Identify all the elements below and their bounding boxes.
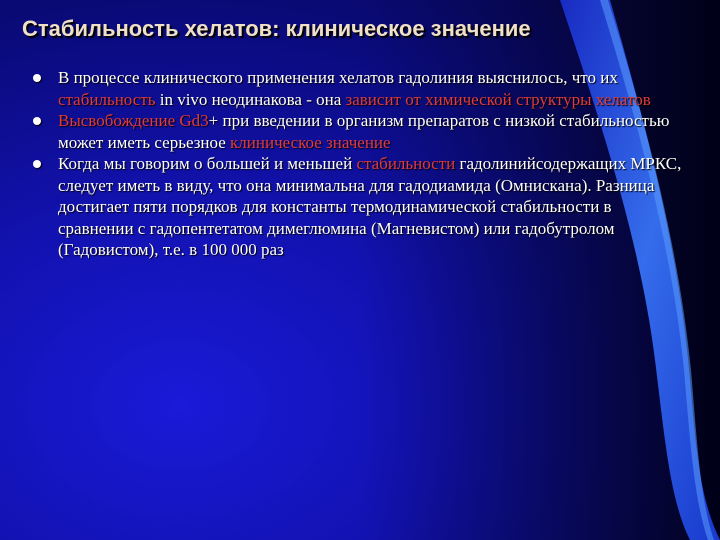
bullet-dot-icon <box>33 117 41 125</box>
highlighted-text-segment: стабильность <box>58 89 160 109</box>
bullet-text <box>58 154 681 259</box>
bullet-item <box>30 67 690 110</box>
highlighted-text-segment: стабильности <box>356 154 460 173</box>
text-segment: in vivo неодинакова - она <box>159 89 346 109</box>
bullet-list <box>30 67 690 261</box>
bullet-item <box>30 110 690 153</box>
highlighted-text-segment: клиническое значение <box>230 132 391 152</box>
bullet-dot-icon <box>33 74 41 82</box>
bullet-text <box>58 111 669 152</box>
text-segment: В процессе клинического применения хелатов гадолиния выяснилось, что их <box>58 68 618 87</box>
slide-title: Стабильность хелатов: клиническое значение <box>22 16 531 41</box>
bullet-item <box>30 153 690 261</box>
bullet-text <box>58 68 651 109</box>
highlighted-text-segment: зависит от химической структуры хелатов <box>345 89 651 109</box>
highlighted-text-segment: Высвобождение Gd3 <box>58 111 209 130</box>
bullet-dot-icon <box>33 160 41 168</box>
text-segment: гадолинийсодержащих МРКС, следует иметь в виду, что она минимальна для гадодиамида (Омнискана). Разница достигает пяти порядков для константы термодинамической стабильности в сравнении с гадопентетатом димеглюмина (Магневистом) или гадобутролом (Гадовистом), т.е. в 100 000 раз <box>58 154 682 259</box>
text-segment: Когда мы говорим о большей и меньшей <box>58 154 357 173</box>
text-segment: + при введении в организм препаратов с низкой стабильностью может иметь серьезное <box>58 111 670 152</box>
